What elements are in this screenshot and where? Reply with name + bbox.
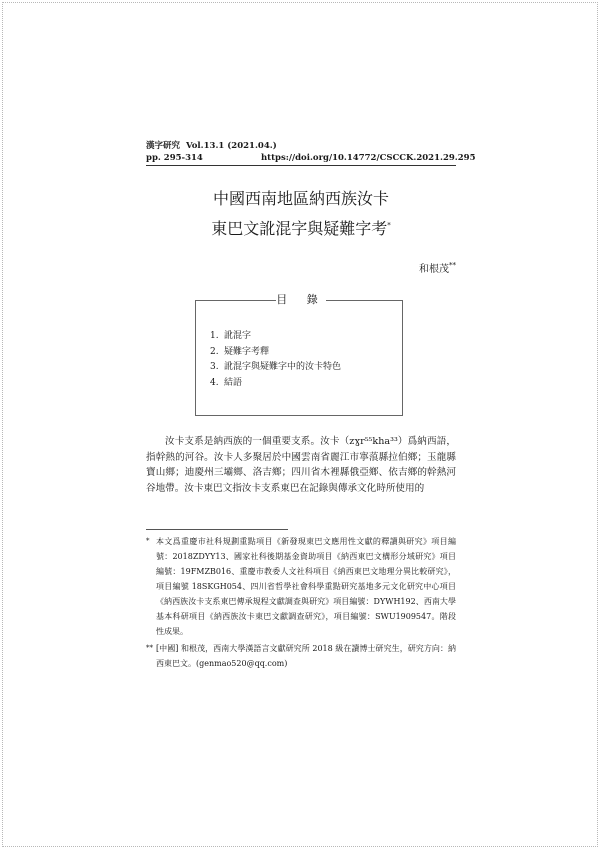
toc-item[interactable]	[210, 376, 341, 392]
paper-title-line2	[146, 218, 456, 240]
footnotes	[146, 534, 456, 673]
footnote-rule	[146, 529, 288, 530]
footnote-text: 本文爲重慶市社科規劃重點項目《新發現東巴文應用性文獻的釋讀與研究》項目編號：2018ZDYY13、國家社科後期基金資助項目《納西東巴文構形分域研究》項目編號：19FMZB016、重慶市教委人文社科項目《納西東巴文地理分異比較研究》，項目編號 18SKGH054、四川省哲學社會科學重點研究基地多元文化研究中心項目《納西族汝卡支系東巴傳承規程文獻調查與研究》項目編號：DYWH192、西南大學基本科研項目《納西族汝卡東巴文獻調查研究》，項目編號：SWU1909547。階段性成果。	[156, 537, 456, 636]
doi-link[interactable]: https://doi.org/10.14772/CSCCK.2021.29.295	[261, 153, 476, 163]
header-rule	[146, 165, 456, 166]
title-line2-text: 東巴文訛混字與疑難字考	[211, 219, 388, 238]
toc-item-number: 4.	[210, 377, 219, 388]
journal-header	[146, 140, 277, 152]
body-paragraph: 汝卡支系是納西族的一個重要支系。汝卡（zɣr⁵⁵kha³³）爲納西語，指幹熱的河谷。汝卡人多聚居於中國雲南省麗江市寧蒗縣拉伯鄉；玉龍縣寶山鄉；迪慶州三壩鄉、洛吉鄉；四川省木裡縣俄亞鄉、依吉鄉的幹熱河谷地帶。汝卡東巴文指汝卡支系東巴在記錄與傳承文化時所使用的	[146, 436, 456, 494]
toc-item[interactable]	[210, 345, 341, 361]
footnote-mark: *	[146, 537, 150, 545]
journal-name: 漢字研究	[146, 141, 181, 151]
footnote	[146, 534, 456, 639]
toc-item-number: 3.	[210, 362, 219, 372]
footnote-mark: **	[146, 644, 153, 652]
paper-title-line1: 中國西南地區納西族汝卡	[212, 189, 389, 208]
toc-item-label: 訛混字與疑難字中的汝卡特色	[224, 362, 342, 372]
title-footnote-mark: *	[387, 221, 391, 230]
toc-item[interactable]	[210, 329, 341, 345]
page-border	[2, 2, 598, 847]
page-range: pp. 295-314	[146, 153, 203, 163]
toc-item-number: 1.	[210, 331, 219, 341]
author-name: 和根茂	[419, 264, 449, 275]
journal-subheader	[146, 152, 476, 164]
toc-item[interactable]	[210, 360, 341, 376]
toc-item-number: 2.	[210, 346, 219, 357]
footnote-text: [中國] 和根茂，西南大學漢語言文獻研究所 2018 級在讀博士研究生，研究方向：納西東巴文。(genmao520@qq.com)	[156, 644, 456, 668]
footnote	[146, 641, 456, 671]
toc-item-label: 疑難字考釋	[224, 346, 270, 357]
body-text	[146, 434, 456, 496]
toc-heading: 目 錄	[276, 293, 326, 306]
toc-item-label: 訛混字	[224, 331, 252, 341]
toc-list	[210, 329, 341, 391]
journal-volume: Vol.13.1 (2021.04.)	[185, 141, 277, 151]
author-footnote-mark: **	[449, 261, 456, 270]
author	[419, 260, 456, 275]
toc-item-label: 結語	[224, 377, 243, 388]
